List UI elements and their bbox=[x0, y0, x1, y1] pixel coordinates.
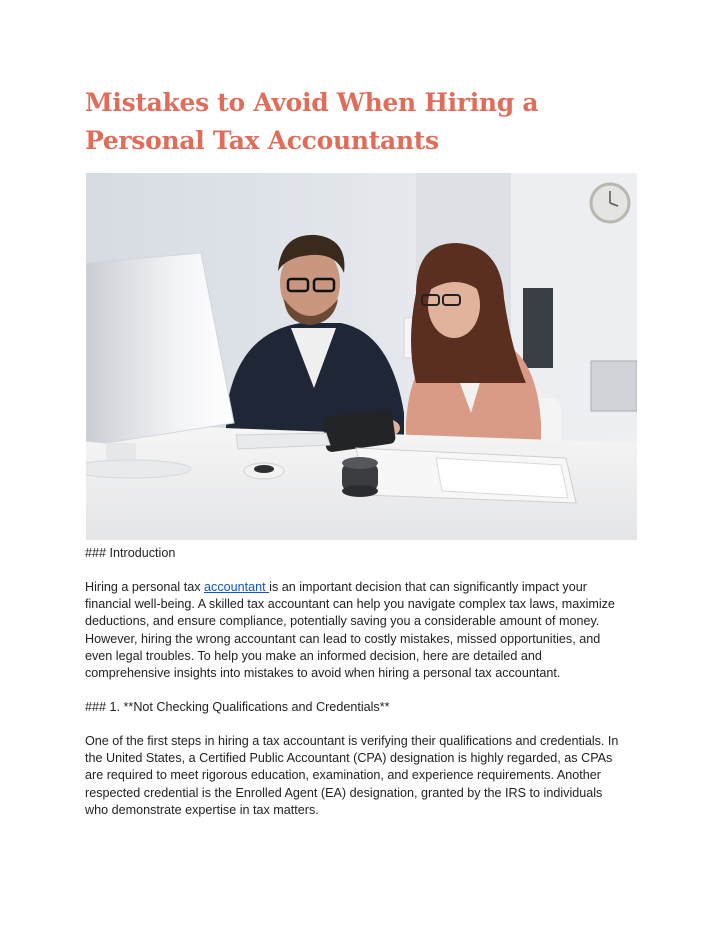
title-line-1: Mistakes to Avoid When Hiring a bbox=[85, 88, 539, 117]
intro-text: is an important decision that can significantly impact your bbox=[269, 580, 587, 594]
section-1-heading: ### 1. **Not Checking Qualifications and Credentials** bbox=[85, 700, 390, 714]
intro-line-6: comprehensive insights into mistakes to avoid when hiring a personal tax accountant. bbox=[85, 666, 561, 681]
intro-line-3: deductions, and ensure compliance, potentially saving you a considerable amount of money. bbox=[85, 614, 600, 629]
intro-line-4: However, hiring the wrong accountant can lead to costly mistakes, missed opportunities, and bbox=[85, 631, 601, 646]
intro-text: Hiring a personal tax bbox=[85, 580, 205, 594]
page-title bbox=[85, 84, 645, 160]
hero-image bbox=[86, 173, 637, 540]
section-1-line-3: are required to meet rigorous education, examination, and experience requirements. Another bbox=[85, 768, 601, 783]
intro-line-5: even legal troubles. To help you make an informed decision, here are detailed and bbox=[85, 648, 542, 663]
accountant-link[interactable]: accountant bbox=[204, 580, 270, 594]
section-1-line-4: respected credential is the Enrolled Agent (EA) designation, granted by the IRS to individuals bbox=[85, 785, 603, 800]
section-1-line-5: who demonstrate expertise in tax matters. bbox=[85, 802, 319, 817]
section-1-line-1: One of the first steps in hiring a tax accountant is verifying their qualifications and credentials. In bbox=[85, 734, 619, 748]
intro-line-1 bbox=[85, 579, 645, 596]
office-meeting-photo-icon bbox=[86, 173, 637, 540]
section-1-line-2: the United States, a Certified Public Accountant (CPA) designation is highly regarded, as CPAs bbox=[85, 751, 613, 766]
title-line-2: Personal Tax Accountants bbox=[85, 126, 439, 155]
intro-heading: ### Introduction bbox=[85, 546, 176, 560]
intro-line-2: financial well-being. A skilled tax accountant can help you navigate complex tax laws, maximize bbox=[85, 597, 615, 612]
section-1-paragraph bbox=[85, 733, 645, 819]
intro-paragraph bbox=[85, 579, 645, 682]
